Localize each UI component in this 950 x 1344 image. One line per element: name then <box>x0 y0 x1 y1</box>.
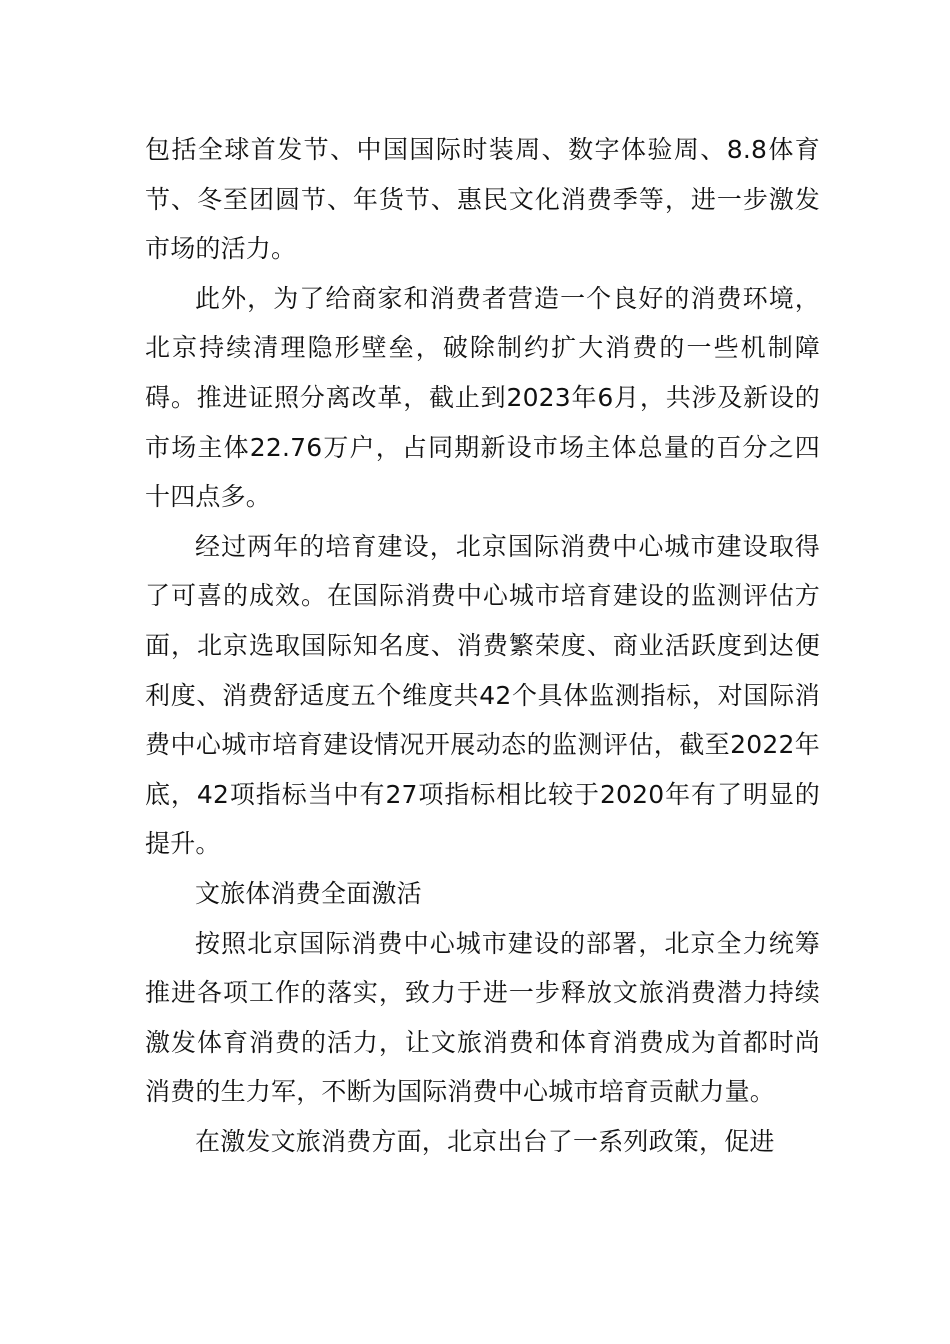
paragraph: 按照北京国际消费中心城市建设的部署，北京全力统筹推进各项工作的落实，致力于进一步释放文旅消费潜力持续激发体育消费的活力，让文旅消费和体育消费成为首都时尚消费的生力军，不断为国际消费中心城市培育贡献力量。 <box>145 928 820 1107</box>
paragraph: 此外，为了给商家和消费者营造一个良好的消费环境，北京持续清理隐形壁垒，破除制约扩大消费的一些机制障碍。推进证照分离改革，截止到2023年6月，共涉及新设的市场主体22.76万户，占同期新设市场主体总量的百分之四十四点多。 <box>145 283 820 512</box>
paragraph: 包括全球首发节、中国国际时装周、数字体验周、8.8体育节、冬至团圆节、年货节、惠民文化消费季等，进一步激发市场的活力。 <box>145 135 820 264</box>
document-body <box>145 125 820 1166</box>
paragraph: 经过两年的培育建设，北京国际消费中心城市建设取得了可喜的成效。在国际消费中心城市培育建设的监测评估方面，北京选取国际知名度、消费繁荣度、商业活跃度到达便利度、消费舒适度五个维度共42个具体监测指标，对国际消费中心城市培育建设情况开展动态的监测评估，截至2022年底，42项指标当中有27项指标相比较于2020年有了明显的提升。 <box>145 531 820 859</box>
section-heading: 文旅体消费全面激活 <box>195 878 422 908</box>
paragraph: 在激发文旅消费方面，北京出台了一系列政策，促进 <box>195 1126 775 1156</box>
